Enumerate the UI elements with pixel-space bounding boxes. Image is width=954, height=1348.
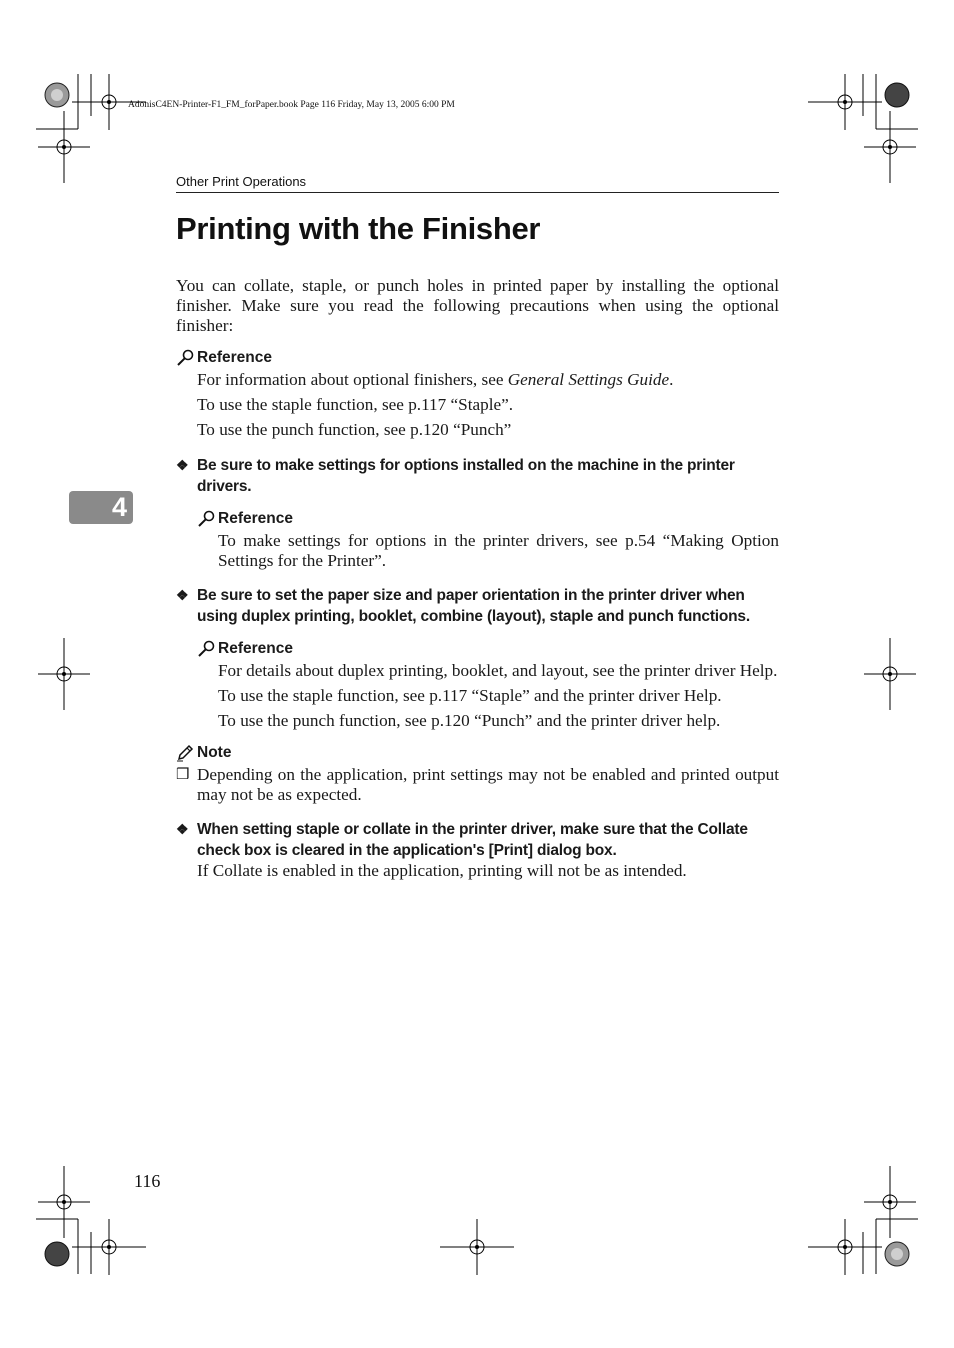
pencil-icon [176,744,195,762]
note-block [176,743,779,805]
reference-text: To use the staple function, see p.117 “Staple”. [197,395,514,414]
bullet-text: If Collate is enabled in the application, printing will not be as intended. [197,861,687,880]
page-number: 116 [134,1171,161,1191]
reference-text: To use the punch function, see p.120 “Punch” [197,420,512,439]
checkbox-icon: ❒ [176,767,190,783]
reference-heading: Reference [176,348,779,368]
reference-text: To use the punch function, see p.120 “Punch” and the printer driver help. [218,711,721,730]
bullet-heading: ❖ Be sure to make settings for options installed on the machine in the printer drivers. [176,457,735,495]
main-content [176,276,779,881]
bullet-heading: ❖ When setting staple or collate in the printer driver, make sure that the Collate check box is cleared in the application's [Print] dialog box. [176,821,748,859]
reference-text: For details about duplex printing, booklet, and layout, see the printer driver Help. [218,661,778,680]
bullet-heading: ❖ Be sure to set the paper size and paper orientation in the printer driver when using duplex printing, booklet, combine (layout), staple and punch functions. [176,587,750,625]
chapter-tab [69,491,133,524]
intro-paragraph: You can collate, staple, or punch holes in printed paper by installing the optional finisher. Make sure you read the following precautions when using the optional finisher: [176,276,779,335]
reference-heading: Reference [197,639,779,659]
print-info-line: AdonisC4EN-Printer-F1_FM_forPaper.book Page 116 Friday, May 13, 2005 6:00 PM [128,100,455,110]
reference-text: For information about optional finishers, see General Settings Guide. [197,370,674,389]
reference-heading: Reference [197,509,779,529]
manual-title: General Settings Guide [507,370,670,389]
magnifier-icon [197,640,216,658]
reference-text: To use the staple function, see p.117 “Staple” and the printer driver Help. [218,686,722,705]
magnifier-icon [176,349,195,367]
reference-block-3 [176,639,779,731]
reference-text: To make settings for options in the printer drivers, see p.54 “Making Option Settings for the Printer”. [218,531,779,570]
reference-block-1 [176,348,779,440]
page-title: Printing with the Finisher [176,211,541,246]
diamond-bullet-icon: ❖ [176,821,189,837]
section-header: Other Print Operations [176,174,779,193]
diamond-bullet-icon: ❖ [176,587,189,603]
note-heading: Note [176,743,779,763]
magnifier-icon [197,510,216,528]
chapter-number: 4 [111,492,127,522]
note-item: ❒ Depending on the application, print settings may not be enabled and printed output may not be as expected. [176,765,779,804]
reference-block-2 [176,509,779,571]
diamond-bullet-icon: ❖ [176,457,189,473]
